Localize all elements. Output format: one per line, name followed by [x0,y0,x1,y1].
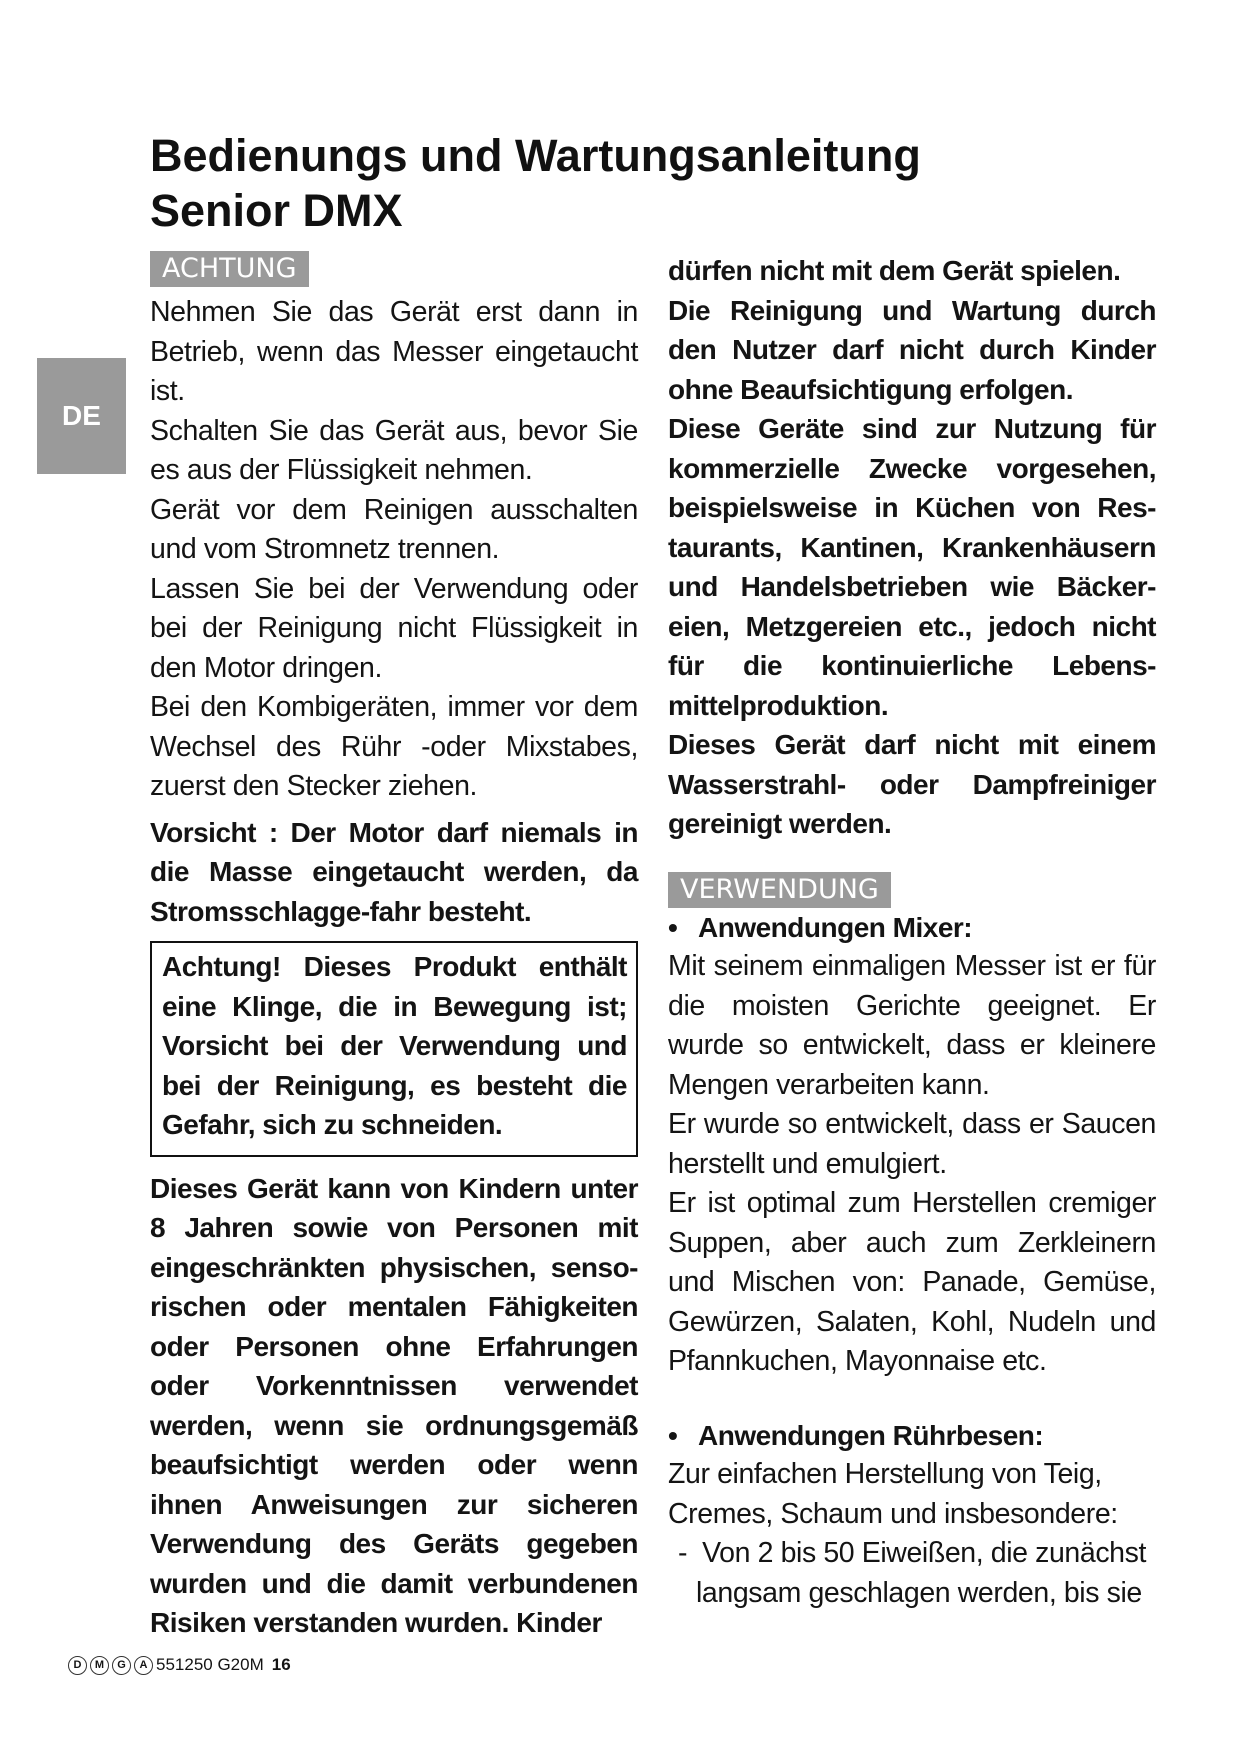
document-code: 551250 G20M [156,1655,264,1674]
whisk-list-item-text: Von 2 bis 50 Eiweißen, die zunächst langsam geschlagen werden, bis sie [696,1537,1147,1609]
motor-caution: Vorsicht : Der Motor darf niemals in die Masse eingetaucht werden, da Stromsschlagge-fahr besteht. [150,816,638,927]
bullet-whisk [668,1416,1156,1456]
achtung-paragraph-1: Nehmen Sie das Gerät erst dann in Betrieb, wenn das Messer eingetaucht ist. [150,296,638,407]
left-column [150,251,638,1643]
bullet-mixer [668,908,1156,948]
bullet-whisk-label: Anwendungen Rührbesen: [698,1419,1044,1451]
whisk-intro: Zur einfachen Herstellung von Teig, Cremes, Schaum und insbesondere: [668,1458,1118,1530]
blade-warning-text: Achtung! Dieses Produkt enthält eine Klinge, die in Bewegung ist; Vorsicht bei der Verwendung und bei der Reinigung, es besteht die Gefahr, sich zu schneiden. [162,951,627,1140]
achtung-paragraph-5: Bei den Kombigeräten, immer vor dem Wechsel des Rühr -oder Mixstabes, zuerst den Stecker ziehen. [150,691,638,802]
bullet-icon: • [668,911,678,943]
page-title [150,128,921,238]
title-line-2: Senior DMX [150,185,403,236]
water-jet-notice: Dieses Gerät darf nicht mit einem Wasserstrahl- oder Dampfreiniger gereinigt werden. [668,729,1156,839]
achtung-paragraph-3: Gerät vor dem Reinigen ausschalten und vom Stromnetz trennen. [150,493,638,565]
commercial-use-notice: Diese Geräte sind zur Nutzung für kommerzielle Zwecke vorgesehen, beispielsweise in Küchen von Res-taurants, Kantinen, Krankenhäusern und Handelsbetrieben wie Bäcker-eien, Metzgereien etc., jedoch nicht für die kontinuierliche Lebens-mittelproduktion. [668,413,1156,721]
children-notice: Dieses Gerät kann von Kindern unter 8 Jahren sowie von Personen mit eingeschränkten physischen, senso-rischen oder mentalen Fähigkeiten oder Personen ohne Erfahrungen oder Vorkenntnissen verwendet werden, wenn sie ordnungsgemäß beaufsichtigt werden oder wenn ihnen Anweisungen zur sicheren Verwendung des Geräts gegeben wurden und die damit verbundenen Risiken verstanden wurden. Kinder [150,1172,638,1638]
achtung-paragraph-2: Schalten Sie das Gerät aus, bevor Sie es aus der Flüssigkeit nehmen. [150,414,638,486]
achtung-paragraph-4: Lassen Sie bei der Verwendung oder bei der Reinigung nicht Flüssigkeit in den Motor dringen. [150,572,638,684]
brand-logo-letter: G [112,1656,131,1675]
verwendung-heading: VERWENDUNG [668,872,891,908]
language-tab: DE [37,358,126,474]
blade-warning-box [150,941,638,1157]
page-footer [68,1655,291,1675]
brand-logo-letter: A [134,1656,153,1675]
cleaning-notice: Die Reinigung und Wartung durch den Nutzer darf nicht durch Kinder ohne Beaufsichtigung erfolgen. [668,294,1156,405]
achtung-heading: ACHTUNG [150,251,309,287]
children-notice-continued: dürfen nicht mit dem Gerät spielen. [668,255,1121,286]
brand-logo-letter: M [90,1656,109,1675]
mixer-paragraph-3: Er ist optimal zum Herstellen cremiger Suppen, aber auch zum Zerkleinern und Mischen von: Panade, Gemüse, Gewürzen, Salaten, Kohl, Nudeln und Pfannkuchen, Mayonnaise etc. [668,1187,1156,1377]
brand-logo-letter: D [68,1656,87,1675]
bullet-icon: • [668,1419,678,1451]
mixer-paragraph-2: Er wurde so entwickelt, dass er Saucen herstellt und emulgiert. [668,1108,1156,1180]
page-number: 16 [271,1655,291,1674]
whisk-list-item: - Von 2 bis 50 Eiweißen, die zunächst langsam geschlagen werden, bis sie [678,1537,1147,1609]
bullet-mixer-label: Anwendungen Mixer: [698,911,973,943]
right-column [668,251,1156,1613]
mixer-paragraph-1: Mit seinem einmaligen Messer ist er für die moisten Gerichte geeignet. Er wurde so entwickelt, dass er kleinere Mengen verarbeiten kann. [668,950,1156,1101]
title-line-1: Bedienungs und Wartungsanleitung [150,130,921,181]
